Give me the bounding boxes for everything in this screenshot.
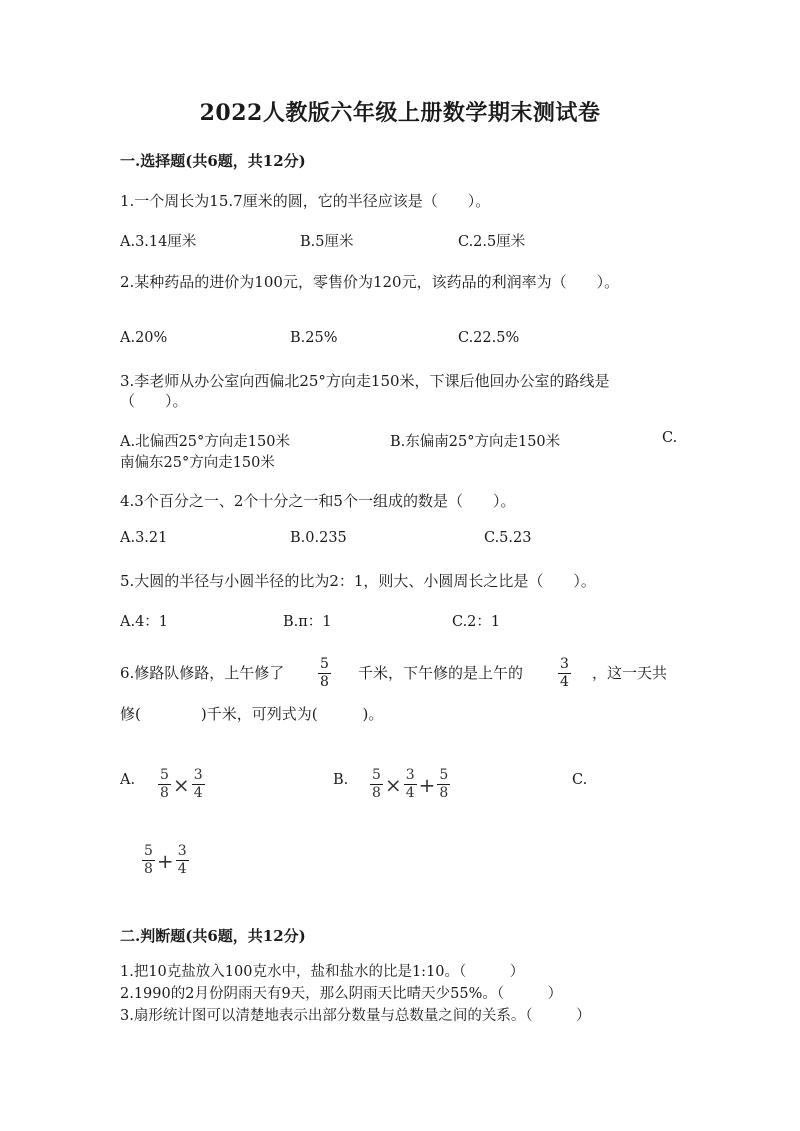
q2-option-a: A.20% — [120, 330, 168, 346]
q6-option-c-label: C. — [572, 772, 588, 788]
q5-option-b: B.π：1 — [283, 614, 332, 630]
judgement-item-3: 3.扇形统计图可以清楚地表示出部分数量与总数量之间的关系。（ ） — [120, 1008, 591, 1024]
q1-option-a: A.3.14厘米 — [120, 234, 197, 250]
q2-option-b: B.25% — [290, 330, 338, 346]
q1-option-b: B.5厘米 — [300, 234, 354, 250]
q4-option-c: C.5.23 — [484, 530, 532, 546]
q6-option-b-label: B. — [333, 772, 349, 788]
page-title: 2022人教版六年级上册数学期末测试卷 — [199, 100, 601, 126]
q3-option-c-text: 南偏东25°方向走150米 — [120, 455, 275, 471]
section-heading-choice: 一.选择题(共6题，共12分) — [120, 152, 306, 170]
question-2-text: 2.某种药品的进价为100元，零售价为120元，该药品的利润率为（ ）。 — [120, 273, 620, 291]
q6-option-b-expression: $\frac{5}{8}$ × $\frac{3}{4}$ + $\frac{5}{8}$ — [372, 767, 449, 801]
q6-option-c-expression: $\frac{5}{8}$ + $\frac{3}{4}$ — [144, 843, 187, 877]
question-6-part3: ，这一天共 — [592, 664, 668, 682]
q4-option-a: A.3.21 — [120, 530, 168, 546]
q4-option-b: B.0.235 — [290, 530, 347, 546]
question-4-text: 4.3个百分之一、2个十分之一和5个一组成的数是（ ）。 — [120, 492, 516, 510]
question-6-line2: 修( )千米，可列式为( )。 — [120, 705, 384, 723]
q1-option-c: C.2.5厘米 — [458, 234, 526, 250]
q6-option-a-expression: $\frac{5}{8}$ × $\frac{3}{4}$ — [160, 767, 203, 801]
question-3-line2: （ ）。 — [120, 392, 188, 410]
q5-option-c: C.2：1 — [452, 614, 501, 630]
q5-option-a: A.4：1 — [120, 614, 169, 630]
section-heading-judgement: 二.判断题(共6题，共12分) — [120, 927, 306, 945]
question-6-part1: 6.修路队修路，上午修了 — [120, 664, 285, 682]
q3-option-a: A.北偏西25°方向走150米 — [120, 434, 290, 450]
question-1-text: 1.一个周长为15.7厘米的圆，它的半径应该是（ ）。 — [120, 192, 491, 210]
q6-fraction-5-8: $\frac{5}{8}$ — [320, 656, 329, 690]
q2-option-c: C.22.5% — [458, 330, 520, 346]
judgement-item-2: 2.1990的2月份阴雨天有9天，那么阴雨天比晴天少55%。（ ） — [120, 986, 563, 1002]
q6-fraction-3-4: $\frac{3}{4}$ — [560, 656, 569, 690]
question-6-part2: 千米，下午修的是上午的 — [358, 664, 524, 682]
judgement-item-1: 1.把10克盐放入100克水中，盐和盐水的比是1:10。（ ） — [120, 964, 525, 980]
question-3-line1: 3.李老师从办公室向西偏北25°方向走150米，下课后他回办公室的路线是 — [120, 372, 610, 390]
q3-option-c-label: C. — [662, 430, 678, 446]
question-5-text: 5.大圆的半径与小圆半径的比为2：1，则大、小圆周长之比是（ ）。 — [120, 572, 596, 590]
q6-option-a-label: A. — [120, 772, 136, 788]
q3-option-b: B.东偏南25°方向走150米 — [390, 434, 561, 450]
